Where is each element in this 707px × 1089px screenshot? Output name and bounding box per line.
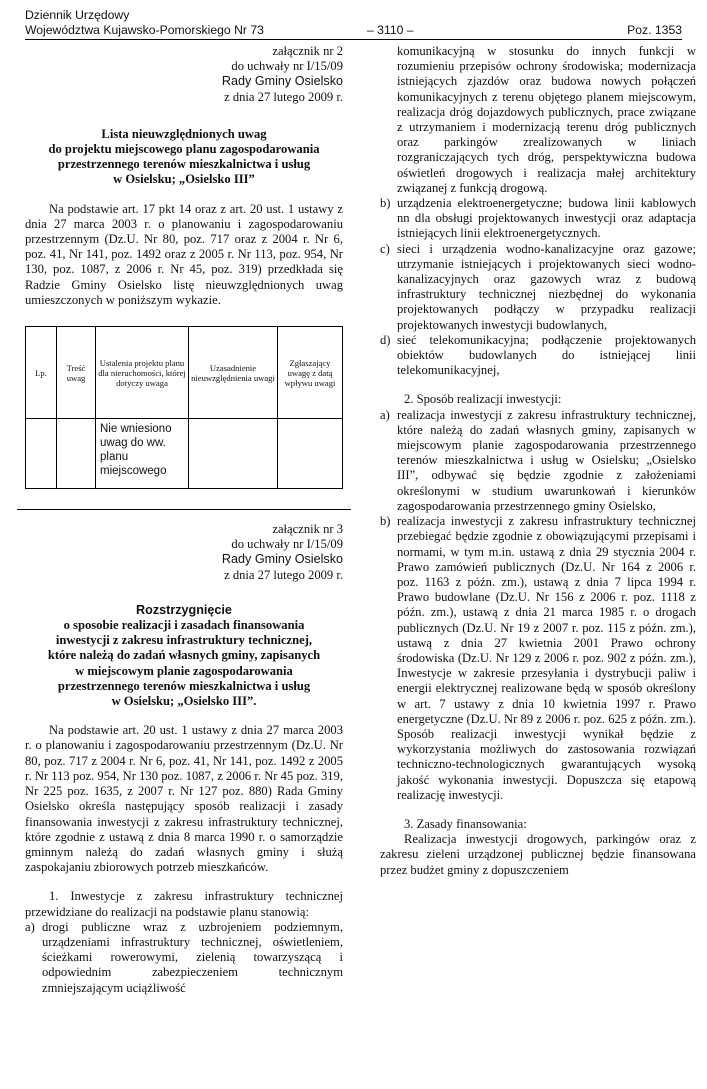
title-line: w Osielsku; „Osielsko III”. bbox=[111, 694, 257, 709]
section-1-intro: 1. Inwestycje z zakresu infrastruktury technicznej przewidziane do realizacji na podstawie planu stanowią: bbox=[25, 889, 343, 919]
item-2a-text: realizacja inwestycji z zakresu infrastruktury technicznej, które należą do zadań własnych gminy, zapisanych w miejscowym planie zagospodarowania przestrzennego terenów mieszkalnictwa i usług w Osielsku; „Osielsko III”, odbywać się będzie zgodnie z założeniami określonymi w studium uwarunkowań i kierunków zagospodarowania przestrzennego gminy Osielsko, bbox=[397, 407, 696, 513]
item-1c-text: sieci i urządzenia wodno-kanalizacyjne oraz gazowe; utrzymanie istniejących i projektowanych sieci wodno-kanalizacyjnych oraz gazowych wraz z budową infrastruktury technicznej niezbędnej do wykonania projektowanych podłączy w przypadku realizacji projektowanych inwestycji budowlanych, bbox=[397, 241, 696, 332]
attachment-3-paragraph: Na podstawie art. 20 ust. 1 ustawy z dnia 27 marca 2003 r. o planowaniu i zagospodarowaniu przestrzennym (Dz.U. Nr 80, poz. 717 z 2004 r. Nr 6, poz. 41, Nr 141, poz. 1492 z 2005 r. Nr 113 poz. 954, Nr 130 poz. 1087, z 2006 r. Nr 45 poz. 319, Nr 225 poz. 1635, z 2007 r. Nr 127 poz. 880) Rada Gminy Osielsko określa następujący sposób realizacji i zasady finansowania inwestycji z zakresu infrastruktury technicznej, które zgodnie z ustawą z dnia 8 marca 1990 r. o samorządzie gminnym należą do zadań własnych gminy i służą zaspokajaniu zbiorowych potrzeb mieszkańców. bbox=[25, 723, 343, 875]
section-2-heading: 2. Sposób realizacji inwestycji: bbox=[404, 392, 562, 407]
item-1b-text: urządzenia elektroenergetyczne; budowa linii kablowych nn dla obsługi projektowanych inwestycji oraz adaptacja istniejących linii elektroenergetycznych. bbox=[397, 196, 696, 241]
page-header bbox=[25, 8, 682, 37]
attachment-2-council: Rady Gminy Osielsko bbox=[221, 74, 343, 89]
title-line: inwestycji z zakresu infrastruktury technicznej, bbox=[55, 633, 313, 648]
comments-table bbox=[25, 326, 343, 489]
title-line: które należą do zadań własnych gminy, zapisanych bbox=[47, 648, 321, 663]
table-cell bbox=[278, 419, 343, 489]
title-line: Lista nieuwzględnionych uwag bbox=[101, 126, 267, 141]
item-1d-text: sieć telekomunikacyjna; podłączenie projektowanych obiektów budowlanych do istniejącej linii telekomunikacyjnej, bbox=[397, 332, 696, 378]
journal-title: Dziennik Urzędowy bbox=[25, 8, 130, 22]
column-header: Lp. bbox=[26, 327, 57, 419]
table-cell bbox=[26, 419, 57, 489]
list-marker: a) bbox=[25, 919, 35, 934]
attachment-2-date: z dnia 27 lutego 2009 r. bbox=[224, 89, 343, 104]
attachment-2-resolution: do uchwały nr I/15/09 bbox=[231, 59, 343, 74]
left-column bbox=[25, 44, 343, 996]
list-marker: a) bbox=[380, 407, 390, 422]
list-item bbox=[380, 514, 696, 803]
table-cell bbox=[189, 419, 278, 489]
header-rule bbox=[25, 39, 682, 40]
title-line: do projektu miejscowego planu zagospodarowania bbox=[48, 142, 320, 157]
section-3-paragraph: Realizacja inwestycji drogowych, parkingów oraz z zakresu zieleni urządzonej publicznej będzie finansowana przez budżet gminy z dopuszczeniem bbox=[380, 832, 696, 877]
table-cell bbox=[57, 419, 96, 489]
title-line: przestrzennego terenów mieszkalnictwa i usług bbox=[57, 157, 311, 172]
column-header: Zgłaszający uwagę z datą wpływu uwagi bbox=[278, 327, 343, 419]
title-line: Rozstrzygnięcie bbox=[136, 602, 232, 617]
title-line: w Osielsku; „Osielsko III” bbox=[113, 172, 255, 187]
table-row bbox=[26, 419, 343, 489]
list-marker: d) bbox=[380, 332, 391, 347]
right-column bbox=[380, 44, 696, 878]
attachment-2-title bbox=[25, 127, 343, 188]
item-1a-text: drogi publiczne wraz z uzbrojeniem podziemnym, urządzeniami infrastruktury technicznej, oświetleniem, ścieżkami rowerowymi, zielenią towarzyszącą i odpowiednim zabezpieczeniem technicznym zmniejszającym uciążliwość bbox=[42, 919, 343, 995]
title-line: przestrzennego terenów mieszkalnictwa i usług bbox=[57, 678, 311, 693]
title-line: o sposobie realizacji i zasadach finansowania bbox=[63, 618, 305, 633]
page-number: – 3110 – bbox=[367, 22, 414, 37]
attachment-3-title bbox=[25, 603, 343, 709]
list-marker: c) bbox=[380, 241, 390, 256]
column-header: Ustalenia projektu planu dla nieruchomości, której dotyczy uwaga bbox=[96, 327, 189, 419]
attachment-3-resolution: do uchwały nr I/15/09 bbox=[231, 537, 343, 552]
list-item bbox=[380, 44, 696, 196]
column-header: Treść uwag bbox=[57, 327, 96, 419]
item-1a-continuation: komunikacyjną w stosunku do innych funkcji w rozumieniu przepisów ochrony środowiska; modernizacja istniejących zjazdów oraz budowa nowych połączeń komunikacyjnych z terenu objętego planem miejscowym, realizacja dróg dojazdowych publicznych, prace związane z utrzymaniem i modernizacją terenu dróg publicznych oraz parkingów zrealizowanych w liniach rozgraniczających tych dróg, perspektywiczna budowa oświetleń drogowych i realizacja małej architektury związanej z funkcją drogową. bbox=[397, 44, 696, 195]
section-3-heading: 3. Zasady finansowania: bbox=[404, 816, 527, 831]
position-number: Poz. 1353 bbox=[627, 22, 682, 37]
attachment-3-no: załącznik nr 3 bbox=[272, 522, 343, 537]
list-marker: b) bbox=[380, 196, 391, 211]
attachment-3-council: Rady Gminy Osielsko bbox=[221, 552, 343, 567]
table-header-row bbox=[26, 327, 343, 419]
attachment-2-no: załącznik nr 2 bbox=[272, 44, 343, 58]
attachment-2-heading bbox=[25, 44, 343, 105]
section-divider bbox=[17, 509, 351, 510]
list-item bbox=[380, 196, 696, 242]
list-item bbox=[380, 408, 696, 514]
list-item bbox=[380, 242, 696, 333]
attachment-2-paragraph: Na podstawie art. 17 pkt 14 oraz z art. 20 ust. 1 ustawy z dnia 27 marca 2003 r. o planowaniu i zagospodarowaniu przestrzennym (Dz.U. Nr 80, poz. 717 oraz z 2004 r. Nr 6, poz. 41, Nr 141, poz. 1492 oraz z 2005 r. Nr 113, poz. 954, Nr 130, poz. 1087, z 2006 r. Nr 45, poz. 319) przedkłada się Radzie Gminy Osielsko listę nieuwzględnionych uwag umieszczonych w poniższym wykazie. bbox=[25, 201, 343, 307]
attachment-3-date: z dnia 27 lutego 2009 r. bbox=[224, 567, 343, 582]
list-marker: b) bbox=[380, 514, 391, 529]
journal-region: Województwa Kujawsko-Pomorskiego Nr 73 bbox=[25, 22, 264, 37]
title-line: w miejscowym planie zagospodarowania bbox=[75, 663, 293, 678]
list-item bbox=[380, 333, 696, 379]
item-2b-text: realizacja inwestycji z zakresu infrastruktury technicznej przebiegać będzie zgodnie z obowiązującymi przepisami i normami, w tym m.in. ustawą z dnia 29 stycznia 2004 r. Prawo zamówień publicznych (Dz.U. Nr 164 z 2006 r. poz. 1163 z późn. zm.), ustawą z dnia 7 lipca 1994 r. Prawo budowlane (Dz.U. Nr 156 z 2006 r. poz. 1118 z późn. zm.), ustawą z dnia 21 marca 1985 r. o drogach publicznych (Dz.U. Nr 19 z 2007 r. poz. 115 z późn. zm.), ustawą z dnia 27 kwietnia 2001 Prawo ochrony środowiska (Dz.U. Nr 129 z 2006 r. poz. 902 z późn. zm.), Inwestycje w zakresie przesyłania i dystrybucji paliw i energii elektrycznej realizowane będą w sposób określony w art. 7 ustawy z dnia 10 kwietnia 1997 r. Prawo energetyczne (Dz.U. Nr 89 z 2006 r. poz. 625 z późn. zm.). Sposób realizacji inwestycji wynikał będzie z wykorzystania możliwych do zastosowania rozwiązań techniczno-technologicznych gwarantujących wysoką jakość wykonania inwestycji. Dopuszcza się etapową realizację inwestycji. bbox=[397, 514, 696, 802]
list-item bbox=[25, 920, 343, 996]
attachment-3-heading bbox=[25, 522, 343, 583]
column-header: Uzasadnienie nieuwzględnienia uwagi bbox=[189, 327, 278, 419]
no-comments-cell: Nie wniesiono uwag do ww. planu miejscowego bbox=[96, 419, 189, 489]
